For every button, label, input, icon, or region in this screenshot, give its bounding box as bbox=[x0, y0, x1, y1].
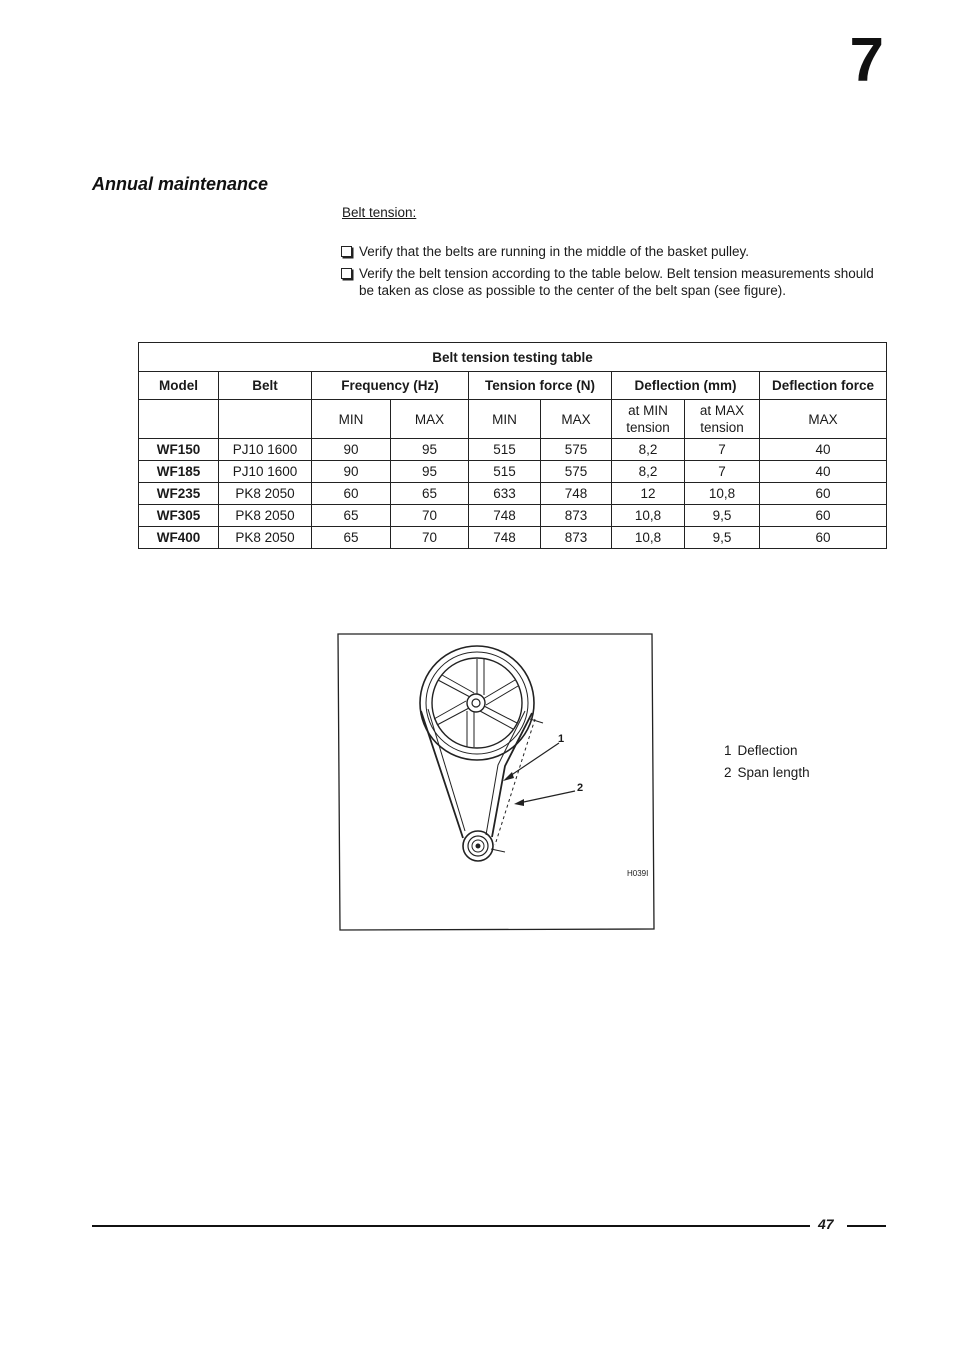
model-cell: WF150 bbox=[139, 439, 219, 461]
table-cell: 9,5 bbox=[685, 527, 760, 549]
page-number: 47 bbox=[818, 1216, 834, 1232]
subheader-cell: at MAX tension bbox=[685, 400, 760, 439]
table-cell: 8,2 bbox=[612, 439, 685, 461]
table-cell: 60 bbox=[312, 483, 391, 505]
table-cell: 9,5 bbox=[685, 505, 760, 527]
table-title: Belt tension testing table bbox=[139, 343, 887, 372]
table-cell: 70 bbox=[391, 505, 469, 527]
table-cell: 10,8 bbox=[685, 483, 760, 505]
table-row bbox=[139, 461, 887, 483]
belt-cell: PK8 2050 bbox=[219, 505, 312, 527]
checklist bbox=[341, 243, 881, 304]
table-row bbox=[139, 439, 887, 461]
subheader-cell bbox=[139, 400, 219, 439]
checklist-item bbox=[341, 265, 881, 299]
table-cell: 748 bbox=[469, 505, 541, 527]
subheader-cell: MAX bbox=[541, 400, 612, 439]
column-header: Model bbox=[139, 372, 219, 400]
checklist-item bbox=[341, 243, 881, 260]
table-cell: 515 bbox=[469, 439, 541, 461]
table-cell: 95 bbox=[391, 461, 469, 483]
table-cell: 60 bbox=[760, 483, 887, 505]
table-cell: 873 bbox=[541, 527, 612, 549]
table-cell: 90 bbox=[312, 461, 391, 483]
subheader-cell: MAX bbox=[391, 400, 469, 439]
callout-1-label: 1 bbox=[558, 733, 565, 745]
figure-legend bbox=[724, 740, 816, 784]
chapter-number: 7 bbox=[849, 26, 884, 95]
table-cell: 40 bbox=[760, 461, 887, 483]
subheader-cell: MAX bbox=[760, 400, 887, 439]
legend-number: 1 bbox=[724, 743, 732, 758]
table-cell: 95 bbox=[391, 439, 469, 461]
checklist-item-text: Verify that the belts are running in the middle of the basket pulley. bbox=[359, 244, 749, 259]
table-cell: 60 bbox=[760, 505, 887, 527]
legend-item bbox=[724, 740, 816, 762]
legend-number: 2 bbox=[724, 765, 732, 780]
table-cell: 65 bbox=[391, 483, 469, 505]
table-cell: 40 bbox=[760, 439, 887, 461]
table-cell: 748 bbox=[541, 483, 612, 505]
table-cell: 873 bbox=[541, 505, 612, 527]
model-cell: WF400 bbox=[139, 527, 219, 549]
column-header: Tension force (N) bbox=[469, 372, 612, 400]
table-cell: 90 bbox=[312, 439, 391, 461]
footer-rule bbox=[847, 1225, 886, 1227]
belt-cell: PK8 2050 bbox=[219, 527, 312, 549]
legend-label: Deflection bbox=[737, 743, 798, 758]
table-cell: 65 bbox=[312, 527, 391, 549]
belt-tension-table bbox=[138, 342, 887, 549]
table-cell: 575 bbox=[541, 461, 612, 483]
table-cell: 70 bbox=[391, 527, 469, 549]
table-cell: 7 bbox=[685, 461, 760, 483]
legend-label: Span length bbox=[737, 765, 810, 780]
section-title: Annual maintenance bbox=[92, 174, 269, 194]
column-header: Deflection force bbox=[760, 372, 887, 400]
subheader-cell bbox=[219, 400, 312, 439]
subheader-cell: MIN bbox=[312, 400, 391, 439]
pulley-diagram bbox=[337, 633, 655, 931]
subheader-cell: MIN bbox=[469, 400, 541, 439]
checkbox-icon bbox=[341, 268, 352, 279]
belt-tension-subheading: Belt tension: bbox=[342, 205, 417, 220]
column-header: Deflection (mm) bbox=[612, 372, 760, 400]
model-cell: WF305 bbox=[139, 505, 219, 527]
column-header: Frequency (Hz) bbox=[312, 372, 469, 400]
model-cell: WF185 bbox=[139, 461, 219, 483]
table-cell: 60 bbox=[760, 527, 887, 549]
checklist-item-text: Verify the belt tension according to the table below. Belt tension measurements should be taken as close as possible to the center of the belt span (see figure). bbox=[359, 266, 874, 298]
subheader-cell: at MIN tension bbox=[612, 400, 685, 439]
belt-cell: PJ10 1600 bbox=[219, 439, 312, 461]
model-cell: WF235 bbox=[139, 483, 219, 505]
table-cell: 633 bbox=[469, 483, 541, 505]
column-header: Belt bbox=[219, 372, 312, 400]
table-cell: 7 bbox=[685, 439, 760, 461]
checkbox-icon bbox=[341, 246, 352, 257]
belt-cell: PJ10 1600 bbox=[219, 461, 312, 483]
table-cell: 12 bbox=[612, 483, 685, 505]
table-cell: 748 bbox=[469, 527, 541, 549]
table-row bbox=[139, 483, 887, 505]
table-cell: 65 bbox=[312, 505, 391, 527]
table-row bbox=[139, 527, 887, 549]
table-cell: 8,2 bbox=[612, 461, 685, 483]
footer-rule bbox=[92, 1225, 810, 1227]
table-cell: 575 bbox=[541, 439, 612, 461]
legend-item bbox=[724, 762, 816, 784]
belt-cell: PK8 2050 bbox=[219, 483, 312, 505]
table-cell: 515 bbox=[469, 461, 541, 483]
table-row bbox=[139, 505, 887, 527]
callout-2-label: 2 bbox=[577, 782, 584, 794]
table-cell: 10,8 bbox=[612, 527, 685, 549]
figure-code: H039I bbox=[627, 869, 649, 878]
belt-tension-figure bbox=[337, 633, 655, 931]
table-cell: 10,8 bbox=[612, 505, 685, 527]
